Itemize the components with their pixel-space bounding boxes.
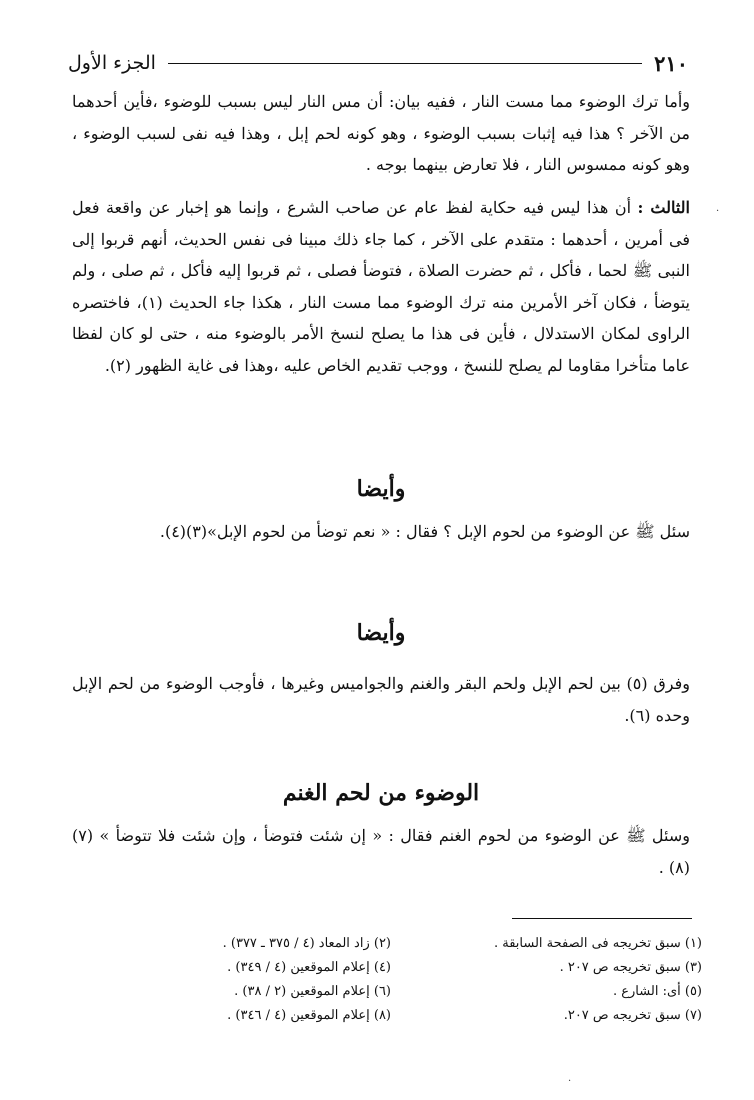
paragraph-2-text: أن هذا ليس فيه حكاية لفظ عام عن صاحب الشرع ، وإنما هو إخبار عن واقعة فعل فى أمرين ، أحدهما : متقدم على الآخر ، كما جاء ذلك مبينا فى نفس الحديث، أنهم قربوا إلى النبى ﷺ لحما ، فأكل ، ثم حضرت الصلاة ، فتوضأ فصلى ، ثم قربوا إليه فأكل ، ثم صلى ، ولم يتوضأ ، فكان آخر الأمرين منه ترك الوضوء مما مست النار ، هكذا جاء الحديث (١)، فاختصره الراوى لمكان الاستدلال ، فأين فى هذا ما يصلح لنسخ الأمر بالوضوء منه ، حتى لو كان لفظا عاما متأخرا مقاوما لم يصلح للنسخ ، ووجب تقديم الخاص عليه ،وهذا فى غاية الظهور (٢).	[72, 198, 690, 375]
paragraph-2-lead: الثالث :	[637, 198, 690, 217]
header-rule	[168, 63, 642, 64]
heading-also-2: وأيضا	[356, 620, 406, 646]
footnotes	[120, 934, 702, 1025]
paragraph-5: وسئل ﷺ عن الوضوء من لحوم الغنم فقال : « إن شئت فتوضأ ، وإن شئت فلا تتوضأ » (٧) (٨) .	[72, 826, 690, 877]
paragraph-3: سئل ﷺ عن الوضوء من لحوم الإبل ؟ فقال : « نعم توضأ من لحوم الإبل»(٣)(٤).	[159, 522, 690, 541]
footnote-5: (٥) أى: الشارع .	[613, 984, 702, 999]
footnote-3: (٣) سبق تخريجه ص ٢٠٧ .	[559, 960, 702, 975]
footnote-6: (٦) إعلام الموقعين (٢ / ٣٨) .	[234, 984, 391, 999]
page-number: ٢١٠	[654, 50, 688, 76]
stray-dot-mark: ·	[716, 206, 720, 217]
page-header	[68, 46, 688, 80]
footnote-8: (٨) إعلام الموقعين (٤ / ٣٤٦) .	[227, 1008, 391, 1023]
footnote-7: (٧) سبق تخريجه ص ٢٠٧.	[563, 1008, 702, 1023]
paragraph-1: وأما ترك الوضوء مما مست النار ، ففيه بيان: أن مس النار ليس بسبب للوضوء ،فأين أحدهما من الآخر ؟ هذا فيه إثبات بسبب الوضوء ، وهو كونه لحم إبل ، وهذا فيه نفى لسبب الوضوء ، وهو كونه ممسوس النار ، فلا تعارض بينهما بوجه .	[72, 92, 690, 174]
heading-wudu-sheep: الوضوء من لحم الغنم	[282, 780, 480, 806]
paragraph-4: وفرق (٥) بين لحم الإبل ولحم البقر والغنم والجواميس وغيرها ، فأوجب الوضوء من لحم الإبل وحده (٦).	[72, 674, 691, 725]
volume-title: الجزء الأول	[68, 52, 156, 74]
heading-also-1: وأيضا	[356, 476, 406, 502]
footnote-1: (١) سبق تخريجه فى الصفحة السابقة .	[493, 936, 702, 951]
footnote-4: (٤) إعلام الموقعين (٤ / ٣٤٩) .	[227, 960, 391, 975]
footnote-rule	[512, 918, 692, 919]
footnote-2: (٢) زاد المعاد (٤ / ٣٧٥ ـ ٣٧٧) .	[222, 936, 391, 951]
stray-dot-mark-bottom: ·	[568, 1076, 572, 1087]
paragraph-2	[72, 192, 690, 381]
